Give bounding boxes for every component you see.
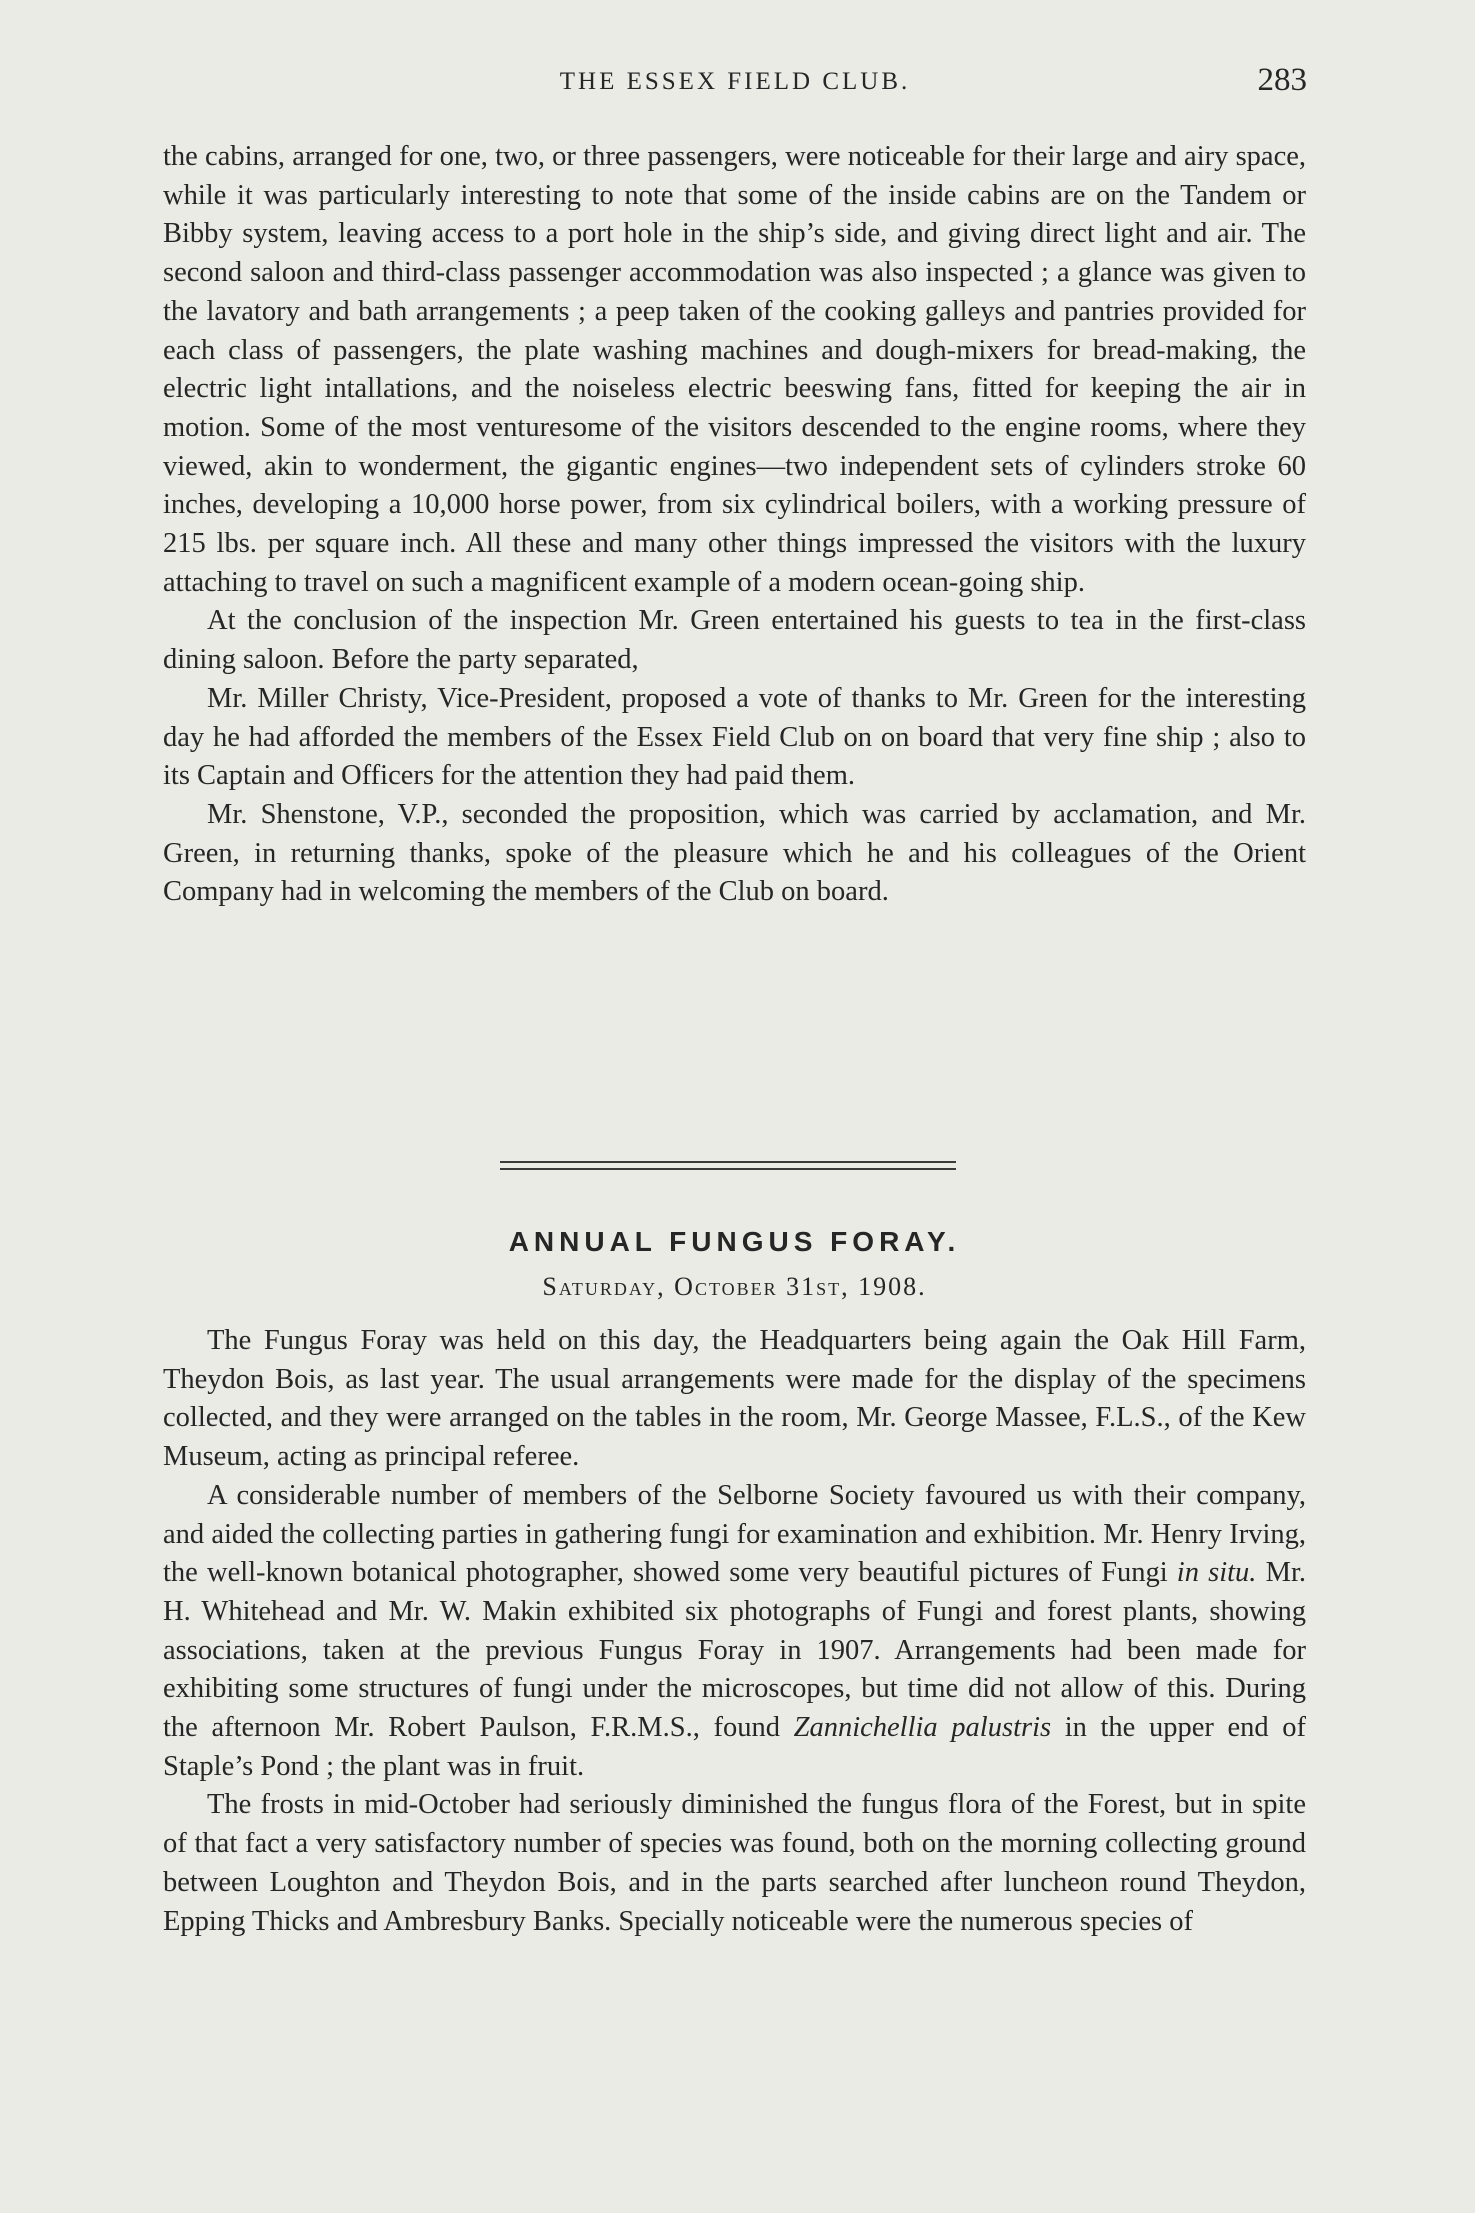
continued-text: [163, 138, 1306, 912]
section-separator: [500, 1161, 956, 1171]
text-run: in the upper end of Staple’s Pond ; the plant was in fruit.: [163, 1712, 1306, 1782]
paragraph-foray-held: The Fungus Foray was held on this day, the Headquarters being again the Oak Hill Farm, Theydon Bois, as last year. The usual arrangements were made for the display of the specimens collected, and they were arranged on the tables in the room, Mr. George Massee, F.L.S., of the Kew Museum, acting as principal referee.: [163, 1325, 1306, 1473]
fungus-foray-text: [163, 1322, 1306, 1941]
paragraph-cabins: the cabins, arranged for one, two, or three passengers, were noticeable for their large and airy space, while it was particularly interesting to note that some of the inside cabins are on the Tandem or Bibby system, leaving access to a port hole in the ship’s side, and giving direct light and air. The second saloon and third-class passenger accommodation was also inspected ; a glance was given to the lavatory and bath arrangements ; a peep taken of the cooking galleys and pantries provided for each class of passengers, the plate washing machines and dough-mixers for bread-making, the electric light intallations, and the noiseless electric beeswing fans, fitted for keeping the air in motion. Some of the most venturesome of the visitors descended to the engine rooms, where they viewed, akin to wonderment, the gigantic engines—two independent sets of cylinders stroke 60 inches, developing a 10,000 horse power, from six cylindrical boilers, with a working pressure of 215 lbs. per square inch. All these and many other things impressed the visitors with the luxury attaching to travel on such a magnificent example of a modern ocean-going ship.: [163, 141, 1306, 598]
paragraph-selborne-society: [163, 1477, 1306, 1787]
paragraph-tea: At the conclusion of the inspection Mr. Green entertained his guests to tea in the first-class dining saloon. Before the party separated,: [163, 605, 1306, 676]
italic-in-situ: in situ.: [1176, 1557, 1257, 1589]
paragraph-frosts: The frosts in mid-October had seriously diminished the fungus flora of the Forest, but in spite of that fact a very satisfactory number of species was found, both on the morning collecting ground between Loughton and Theydon Bois, and in the parts searched after luncheon round Theydon, Epping Thicks and Ambresbury Banks. Specially noticeable were the numerous species of: [163, 1789, 1306, 1937]
paragraph-seconded: Mr. Shenstone, V.P., seconded the proposition, which was carried by acclamation, and Mr. Green, in returning thanks, spoke of the pleasure which he and his colleagues of the Orient Company had in welcoming the members of the Club on board.: [163, 798, 1306, 908]
section-date: Saturday, October 31st, 1908.: [542, 1272, 927, 1301]
text-run: A considerable number of members of the Selborne Society favoured us with their company, and aided the collecting parties in gathering fungi for examination and exhibition. Mr. Henry Irving, the well-known botanical photographer, showed some very beautiful pictures of Fungi: [163, 1479, 1306, 1589]
separator-rule-bottom: [500, 1168, 956, 1170]
separator-rule-top: [500, 1161, 956, 1163]
section-title: ANNUAL FUNGUS FORAY.: [508, 1226, 961, 1257]
page-number: 283: [1257, 62, 1307, 98]
paragraph-vote-of-thanks: Mr. Miller Christy, Vice-President, proposed a vote of thanks to Mr. Green for the interesting day he had afforded the members of the Essex Field Club on on board that very fine ship ; also to its Captain and Officers for the attention they had paid them.: [163, 682, 1306, 792]
running-title: THE ESSEX FIELD CLUB.: [559, 68, 911, 95]
species-name: Zannichellia palustris: [793, 1712, 1052, 1744]
text-run: Mr. H. Whitehead and Mr. W. Makin exhibited six photographs of Fungi and forest plants, showing associations, taken at the previous Fungus Foray in 1907. Arrangements had been made for exhibiting some structures of fungi under the microscopes, but time did not allow of this. During the afternoon Mr. Robert Paulson, F.R.M.S., found: [163, 1557, 1306, 1744]
running-head: [163, 60, 1307, 104]
